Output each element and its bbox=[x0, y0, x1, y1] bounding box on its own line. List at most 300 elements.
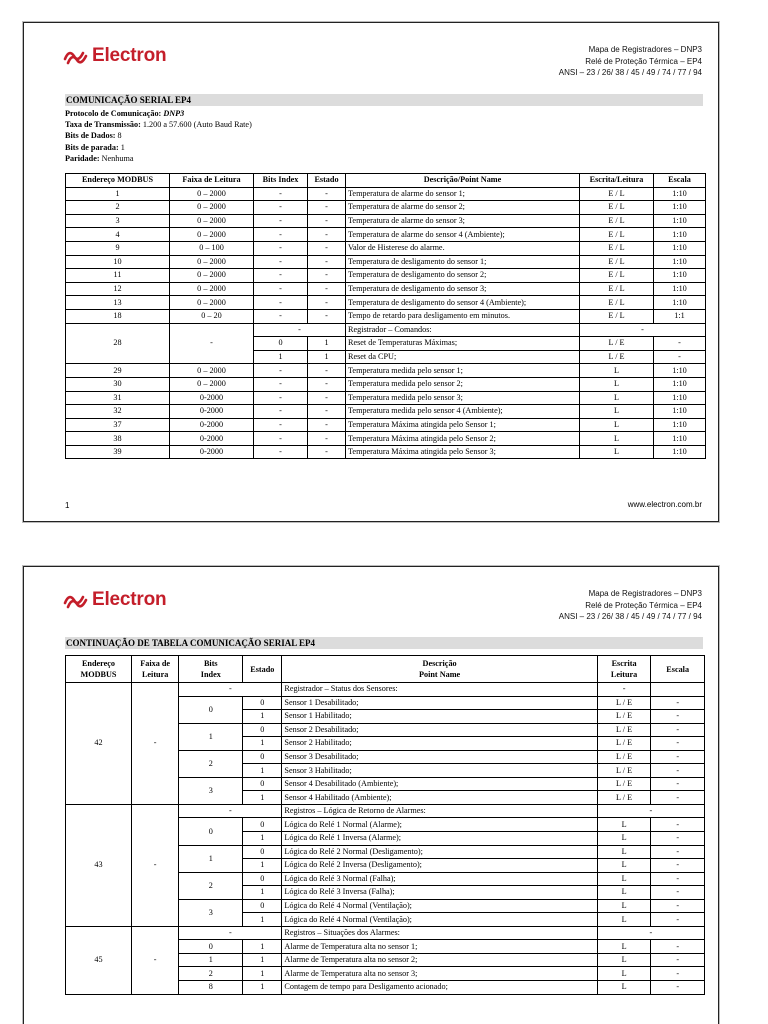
document-page-1 bbox=[23, 22, 719, 522]
table-cell bbox=[651, 683, 705, 697]
table-cell: E / L bbox=[580, 241, 654, 255]
register-address: 28 bbox=[66, 323, 170, 364]
table-cell: Temperatura Máxima atingida pelo Sensor 2; bbox=[346, 432, 580, 446]
bit-index: 8 bbox=[179, 981, 243, 995]
table-cell: - bbox=[308, 309, 346, 323]
bit-index: 3 bbox=[179, 777, 243, 804]
table-cell: - bbox=[651, 777, 705, 791]
table-cell: 10 bbox=[66, 255, 170, 269]
table-cell: L bbox=[597, 886, 651, 900]
document-header-info bbox=[559, 588, 702, 623]
table-cell: 39 bbox=[66, 445, 170, 459]
col-header-state: Estado bbox=[243, 656, 282, 683]
table-cell: Alarme de Temperatura alta no sensor 3; bbox=[282, 967, 597, 981]
table-cell: - bbox=[170, 323, 254, 364]
col-header-rw: Escrita Leitura bbox=[597, 656, 651, 683]
table-cell: Reset de Temperaturas Máximas; bbox=[346, 337, 580, 351]
table-cell: L bbox=[597, 872, 651, 886]
table-row bbox=[66, 432, 706, 446]
table-cell: - bbox=[654, 350, 706, 364]
table-cell: - bbox=[254, 309, 308, 323]
table-cell: Lógica do Relé 3 Normal (Falha); bbox=[282, 872, 597, 886]
table-cell: 0-2000 bbox=[170, 391, 254, 405]
table-cell: 0 – 2000 bbox=[170, 187, 254, 201]
table-cell: L bbox=[580, 391, 654, 405]
table-cell: L bbox=[580, 405, 654, 419]
table-cell: 1:10 bbox=[654, 296, 706, 310]
table-cell: - bbox=[651, 953, 705, 967]
table-cell: 1:1 bbox=[654, 309, 706, 323]
table-cell: - bbox=[254, 445, 308, 459]
table-cell: L bbox=[597, 899, 651, 913]
bit-index: 0 bbox=[179, 696, 243, 723]
brand-name: Electron bbox=[92, 45, 167, 66]
data-bits-line: Bits de Dados: 8 bbox=[65, 131, 122, 141]
column-header: Faixa de Leitura bbox=[170, 174, 254, 188]
table-row bbox=[66, 309, 706, 323]
table-cell: 1 bbox=[243, 940, 282, 954]
table-cell: Sensor 1 Desabilitado; bbox=[282, 696, 597, 710]
table-cell: - bbox=[179, 683, 282, 697]
table-cell: - bbox=[254, 364, 308, 378]
table-cell: - bbox=[308, 364, 346, 378]
table-cell: Sensor 4 Desabilitado (Ambiente); bbox=[282, 777, 597, 791]
table-cell: - bbox=[254, 269, 308, 283]
table-cell: 0 – 2000 bbox=[170, 214, 254, 228]
table-cell: Lógica do Relé 2 Inversa (Desligamento); bbox=[282, 859, 597, 873]
table-cell: Temperatura medida pelo sensor 3; bbox=[346, 391, 580, 405]
bit-index: 0 bbox=[179, 940, 243, 954]
table-cell: - bbox=[651, 913, 705, 927]
table-cell: - bbox=[254, 377, 308, 391]
table-cell: 1 bbox=[243, 953, 282, 967]
table-cell: 9 bbox=[66, 241, 170, 255]
table-cell: 1:10 bbox=[654, 214, 706, 228]
bit-index: 1 bbox=[179, 723, 243, 750]
table-cell: 0-2000 bbox=[170, 418, 254, 432]
table-cell: Lógica do Relé 2 Normal (Desligamento); bbox=[282, 845, 597, 859]
table-row bbox=[66, 683, 705, 697]
table-cell: L / E bbox=[597, 777, 651, 791]
bit-index: 1 bbox=[179, 953, 243, 967]
col-header-description: Descrição Point Name bbox=[282, 656, 597, 683]
table-cell: - bbox=[308, 432, 346, 446]
table-cell: - bbox=[651, 791, 705, 805]
table-cell: 12 bbox=[66, 282, 170, 296]
table-cell: 2 bbox=[66, 201, 170, 215]
table-cell: - bbox=[651, 872, 705, 886]
header-line-3: ANSI – 23 / 26/ 38 / 45 / 49 / 74 / 77 / 94 bbox=[558, 68, 702, 77]
bit-index: 0 bbox=[179, 818, 243, 845]
table-cell: Temperatura de alarme do sensor 2; bbox=[346, 201, 580, 215]
table-cell: - bbox=[651, 737, 705, 751]
table-cell: - bbox=[254, 282, 308, 296]
table-cell: - bbox=[651, 886, 705, 900]
table-cell: 1 bbox=[308, 337, 346, 351]
table-row bbox=[66, 201, 706, 215]
table-cell: - bbox=[308, 418, 346, 432]
bit-index: 2 bbox=[179, 872, 243, 899]
column-header: Bits Index bbox=[254, 174, 308, 188]
brand-name: Electron bbox=[92, 589, 167, 610]
table-cell: - bbox=[651, 710, 705, 724]
table-cell: 1 bbox=[308, 350, 346, 364]
page-number: 1 bbox=[65, 501, 70, 510]
table-cell: 32 bbox=[66, 405, 170, 419]
register-address: 42 bbox=[66, 683, 132, 805]
table-cell: 1:10 bbox=[654, 269, 706, 283]
table-cell: 1:10 bbox=[654, 241, 706, 255]
table-cell: - bbox=[254, 391, 308, 405]
table-cell: 29 bbox=[66, 364, 170, 378]
table-cell: 4 bbox=[66, 228, 170, 242]
table-cell: 31 bbox=[66, 391, 170, 405]
table-cell: - bbox=[308, 377, 346, 391]
table-cell: Registros – Lógica de Retorno de Alarmes: bbox=[282, 804, 597, 818]
header-line-1: Mapa de Registradores – DNP3 bbox=[588, 589, 702, 598]
column-header: Escala bbox=[654, 174, 706, 188]
table-cell: Sensor 1 Habilitado; bbox=[282, 710, 597, 724]
table-cell: 37 bbox=[66, 418, 170, 432]
table-cell: Registrador – Status dos Sensores: bbox=[282, 683, 597, 697]
table-cell: 0 – 2000 bbox=[170, 377, 254, 391]
header-line-1: Mapa de Registradores – DNP3 bbox=[588, 45, 702, 54]
table-cell: Temperatura de desligamento do sensor 2; bbox=[346, 269, 580, 283]
table-cell: - bbox=[597, 926, 704, 940]
table-row bbox=[66, 391, 706, 405]
table-cell: E / L bbox=[580, 228, 654, 242]
table-cell: - bbox=[308, 187, 346, 201]
table-cell: - bbox=[651, 845, 705, 859]
table-cell: 1 bbox=[66, 187, 170, 201]
table-cell: 0 – 20 bbox=[170, 309, 254, 323]
table-cell: 1 bbox=[243, 791, 282, 805]
table-cell: - bbox=[651, 981, 705, 995]
table-cell: 11 bbox=[66, 269, 170, 283]
table-cell: - bbox=[597, 804, 704, 818]
table-cell: Temperatura medida pelo sensor 2; bbox=[346, 377, 580, 391]
table-cell: 1:10 bbox=[654, 255, 706, 269]
col-header-address: Endereço MODBUS bbox=[66, 656, 132, 683]
table-cell: Alarme de Temperatura alta no sensor 1; bbox=[282, 940, 597, 954]
table-cell: 0 – 2000 bbox=[170, 296, 254, 310]
table-cell: 1:10 bbox=[654, 201, 706, 215]
table-cell: Sensor 2 Habilitado; bbox=[282, 737, 597, 751]
table-cell: 1 bbox=[243, 859, 282, 873]
table-cell: 30 bbox=[66, 377, 170, 391]
table-cell: - bbox=[651, 899, 705, 913]
bit-index: 3 bbox=[179, 899, 243, 926]
table-cell: L bbox=[580, 364, 654, 378]
brand-logo bbox=[62, 589, 166, 611]
table-cell: Temperatura de alarme do sensor 4 (Ambiente); bbox=[346, 228, 580, 242]
column-header: Endereço MODBUS bbox=[66, 174, 170, 188]
table-cell: Temperatura medida pelo sensor 4 (Ambiente); bbox=[346, 405, 580, 419]
table-cell: - bbox=[651, 818, 705, 832]
table-cell: Lógica do Relé 4 Normal (Ventilação); bbox=[282, 899, 597, 913]
table-cell: Temperatura de desligamento do sensor 3; bbox=[346, 282, 580, 296]
table-cell: L / E bbox=[597, 791, 651, 805]
table-cell: 13 bbox=[66, 296, 170, 310]
section-title: COMUNICAÇÃO SERIAL EP4 bbox=[65, 94, 703, 106]
table-cell: - bbox=[308, 405, 346, 419]
table-cell: L bbox=[597, 832, 651, 846]
table-cell: - bbox=[254, 228, 308, 242]
table-cell: L / E bbox=[580, 337, 654, 351]
table-row bbox=[66, 323, 706, 337]
table-cell: Lógica do Relé 1 Inversa (Alarme); bbox=[282, 832, 597, 846]
table-cell: - bbox=[651, 696, 705, 710]
table-cell: L bbox=[580, 445, 654, 459]
table-cell: 0 bbox=[243, 818, 282, 832]
table-cell: 1 bbox=[243, 737, 282, 751]
table-cell: - bbox=[254, 201, 308, 215]
table-cell: 1:10 bbox=[654, 228, 706, 242]
parity-line: Paridade: Nenhuma bbox=[65, 153, 134, 163]
table-cell: 0 bbox=[243, 845, 282, 859]
table-cell: 1 bbox=[243, 913, 282, 927]
table-cell: - bbox=[254, 214, 308, 228]
table-cell: - bbox=[654, 337, 706, 351]
table-cell: 1:10 bbox=[654, 445, 706, 459]
table-cell: 0 – 2000 bbox=[170, 201, 254, 215]
table-cell: - bbox=[308, 391, 346, 405]
table-cell: 1:10 bbox=[654, 405, 706, 419]
table-cell: - bbox=[308, 255, 346, 269]
table-cell: Temperatura Máxima atingida pelo Sensor 3; bbox=[346, 445, 580, 459]
column-header: Descrição/Point Name bbox=[346, 174, 580, 188]
table-cell: - bbox=[179, 926, 282, 940]
table-cell: 1 bbox=[243, 981, 282, 995]
table-cell: L bbox=[580, 418, 654, 432]
table-row bbox=[66, 282, 706, 296]
table-cell: - bbox=[308, 445, 346, 459]
header-line-3: ANSI – 23 / 26/ 38 / 45 / 49 / 74 / 77 / 94 bbox=[558, 612, 702, 621]
table-cell: L bbox=[597, 818, 651, 832]
table-cell: L bbox=[580, 432, 654, 446]
table-cell: Sensor 2 Desabilitado; bbox=[282, 723, 597, 737]
table-cell: L bbox=[597, 845, 651, 859]
table-cell: - bbox=[651, 764, 705, 778]
table-cell: - bbox=[651, 859, 705, 873]
table-cell: E / L bbox=[580, 214, 654, 228]
table-cell: Sensor 3 Habilitado; bbox=[282, 764, 597, 778]
table-cell: - bbox=[651, 750, 705, 764]
table-cell: Lógica do Relé 1 Normal (Alarme); bbox=[282, 818, 597, 832]
table-cell: E / L bbox=[580, 309, 654, 323]
table-row bbox=[66, 377, 706, 391]
table-cell: 1 bbox=[254, 350, 308, 364]
document-header-info bbox=[559, 44, 702, 79]
register-address: 45 bbox=[66, 926, 132, 994]
table-cell: - bbox=[254, 241, 308, 255]
table-cell: - bbox=[651, 940, 705, 954]
table-cell: E / L bbox=[580, 282, 654, 296]
register-address: 43 bbox=[66, 804, 132, 926]
table-cell: L / E bbox=[597, 750, 651, 764]
electron-logo-icon bbox=[62, 45, 90, 67]
table-cell: 0 – 2000 bbox=[170, 228, 254, 242]
header-line-2: Relé de Proteção Térmica – EP4 bbox=[585, 56, 702, 66]
table-header-row bbox=[66, 656, 705, 683]
table-cell: - bbox=[651, 723, 705, 737]
table-cell: Lógica do Relé 3 Inversa (Falha); bbox=[282, 886, 597, 900]
table-row bbox=[66, 214, 706, 228]
table-cell: Temperatura de alarme do sensor 3; bbox=[346, 214, 580, 228]
bit-index: 1 bbox=[179, 845, 243, 872]
table-cell: 0 – 2000 bbox=[170, 282, 254, 296]
table-cell: - bbox=[254, 323, 346, 337]
table-cell: 0 bbox=[243, 696, 282, 710]
table-cell: - bbox=[254, 296, 308, 310]
table-cell: - bbox=[179, 804, 282, 818]
table-cell: Temperatura medida pelo sensor 1; bbox=[346, 364, 580, 378]
table-cell: Registros – Situações dos Alarmes: bbox=[282, 926, 597, 940]
table-cell: E / L bbox=[580, 201, 654, 215]
table-cell: 1:10 bbox=[654, 282, 706, 296]
table-cell: - bbox=[580, 323, 706, 337]
table-header-row bbox=[66, 174, 706, 188]
table-cell: - bbox=[308, 269, 346, 283]
table-cell: Sensor 4 Habilitado (Ambiente); bbox=[282, 791, 597, 805]
table-cell: - bbox=[308, 214, 346, 228]
table-cell: 1 bbox=[243, 764, 282, 778]
table-cell: 0 bbox=[243, 750, 282, 764]
table-cell: Reset da CPU; bbox=[346, 350, 580, 364]
table-cell: 1 bbox=[243, 710, 282, 724]
table-cell: - bbox=[651, 967, 705, 981]
table-cell: - bbox=[308, 241, 346, 255]
column-header: Estado bbox=[308, 174, 346, 188]
table-cell: 0-2000 bbox=[170, 445, 254, 459]
bit-index: 2 bbox=[179, 967, 243, 981]
table-row bbox=[66, 405, 706, 419]
table-cell: 3 bbox=[66, 214, 170, 228]
table-cell: L / E bbox=[597, 737, 651, 751]
table-cell: 0 – 2000 bbox=[170, 364, 254, 378]
table-cell: 0-2000 bbox=[170, 432, 254, 446]
col-header-range: Faixa de Leitura bbox=[131, 656, 178, 683]
table-cell: 1 bbox=[243, 967, 282, 981]
brand-logo bbox=[62, 45, 166, 67]
table-cell: Alarme de Temperatura alta no sensor 2; bbox=[282, 953, 597, 967]
table-cell: L bbox=[597, 940, 651, 954]
table-row bbox=[66, 418, 706, 432]
table-cell: - bbox=[308, 228, 346, 242]
table-cell: - bbox=[131, 804, 178, 926]
table-row bbox=[66, 804, 705, 818]
table-cell: 1 bbox=[243, 886, 282, 900]
column-header: Escrita/Leitura bbox=[580, 174, 654, 188]
table-cell: Temperatura de desligamento do sensor 4 (Ambiente); bbox=[346, 296, 580, 310]
table-cell: L bbox=[597, 967, 651, 981]
table-cell: 0 bbox=[243, 899, 282, 913]
table-cell: - bbox=[131, 926, 178, 994]
table-cell: Temperatura de desligamento do sensor 1; bbox=[346, 255, 580, 269]
table-cell: E / L bbox=[580, 296, 654, 310]
table-cell: L / E bbox=[580, 350, 654, 364]
table-cell: L / E bbox=[597, 696, 651, 710]
table-cell: - bbox=[254, 255, 308, 269]
table-cell: - bbox=[131, 683, 178, 805]
table-row bbox=[66, 445, 706, 459]
table-cell: Temperatura de alarme do sensor 1; bbox=[346, 187, 580, 201]
table-cell: - bbox=[254, 432, 308, 446]
table-cell: - bbox=[254, 405, 308, 419]
table-cell: Tempo de retardo para desligamento em minutos. bbox=[346, 309, 580, 323]
table-row bbox=[66, 926, 705, 940]
table-cell: L bbox=[597, 981, 651, 995]
table-cell: L bbox=[597, 953, 651, 967]
table-cell: L bbox=[597, 859, 651, 873]
table-row bbox=[66, 255, 706, 269]
protocol-line: Protocolo de Comunicação: DNP3 bbox=[65, 109, 185, 118]
table-cell: Valor de Histerese do alarme. bbox=[346, 241, 580, 255]
table-cell: 1:10 bbox=[654, 391, 706, 405]
protocol-info bbox=[65, 108, 252, 164]
table-cell: Contagem de tempo para Desligamento acionado; bbox=[282, 981, 597, 995]
baud-line: Taxa de Transmissão: 1.200 a 57.600 (Auto Baud Rate) bbox=[65, 120, 252, 130]
table-cell: 0 bbox=[243, 723, 282, 737]
table-cell: 0 – 2000 bbox=[170, 255, 254, 269]
table-row bbox=[66, 296, 706, 310]
table-cell: L bbox=[597, 913, 651, 927]
table-cell: 1:10 bbox=[654, 418, 706, 432]
table-cell: Temperatura Máxima atingida pelo Sensor 1; bbox=[346, 418, 580, 432]
table-cell: E / L bbox=[580, 255, 654, 269]
stop-bits-line: Bits de parada: 1 bbox=[65, 142, 125, 152]
register-table-continued bbox=[65, 655, 705, 995]
header-line-2: Relé de Proteção Térmica – EP4 bbox=[585, 600, 702, 610]
table-row bbox=[66, 187, 706, 201]
table-cell: 1:10 bbox=[654, 187, 706, 201]
table-cell: 18 bbox=[66, 309, 170, 323]
table-cell: 0 bbox=[243, 777, 282, 791]
col-header-bits: Bits Index bbox=[179, 656, 243, 683]
table-cell: 1:10 bbox=[654, 377, 706, 391]
register-table bbox=[65, 173, 706, 459]
table-cell: 1:10 bbox=[654, 432, 706, 446]
table-cell: L bbox=[580, 377, 654, 391]
table-cell: - bbox=[651, 832, 705, 846]
table-cell: 38 bbox=[66, 432, 170, 446]
table-cell: L / E bbox=[597, 723, 651, 737]
table-cell: L / E bbox=[597, 764, 651, 778]
table-cell: L / E bbox=[597, 710, 651, 724]
col-header-scale: Escala bbox=[651, 656, 705, 683]
table-cell: - bbox=[308, 296, 346, 310]
table-cell: 1:10 bbox=[654, 364, 706, 378]
document-page-2 bbox=[23, 566, 719, 1024]
table-cell: - bbox=[308, 201, 346, 215]
table-cell: 0 bbox=[243, 872, 282, 886]
table-row bbox=[66, 241, 706, 255]
table-cell: - bbox=[254, 418, 308, 432]
table-cell: - bbox=[597, 683, 651, 697]
bit-index: 2 bbox=[179, 750, 243, 777]
table-cell: Registrador – Comandos: bbox=[346, 323, 580, 337]
table-row bbox=[66, 228, 706, 242]
electron-logo-icon bbox=[62, 589, 90, 611]
table-cell: 0 – 2000 bbox=[170, 269, 254, 283]
table-cell: E / L bbox=[580, 187, 654, 201]
footer-url[interactable]: www.electron.com.br bbox=[627, 500, 702, 509]
table-row bbox=[66, 269, 706, 283]
table-cell: E / L bbox=[580, 269, 654, 283]
table-row bbox=[66, 364, 706, 378]
table-cell: - bbox=[254, 187, 308, 201]
table-cell: 0 bbox=[254, 337, 308, 351]
